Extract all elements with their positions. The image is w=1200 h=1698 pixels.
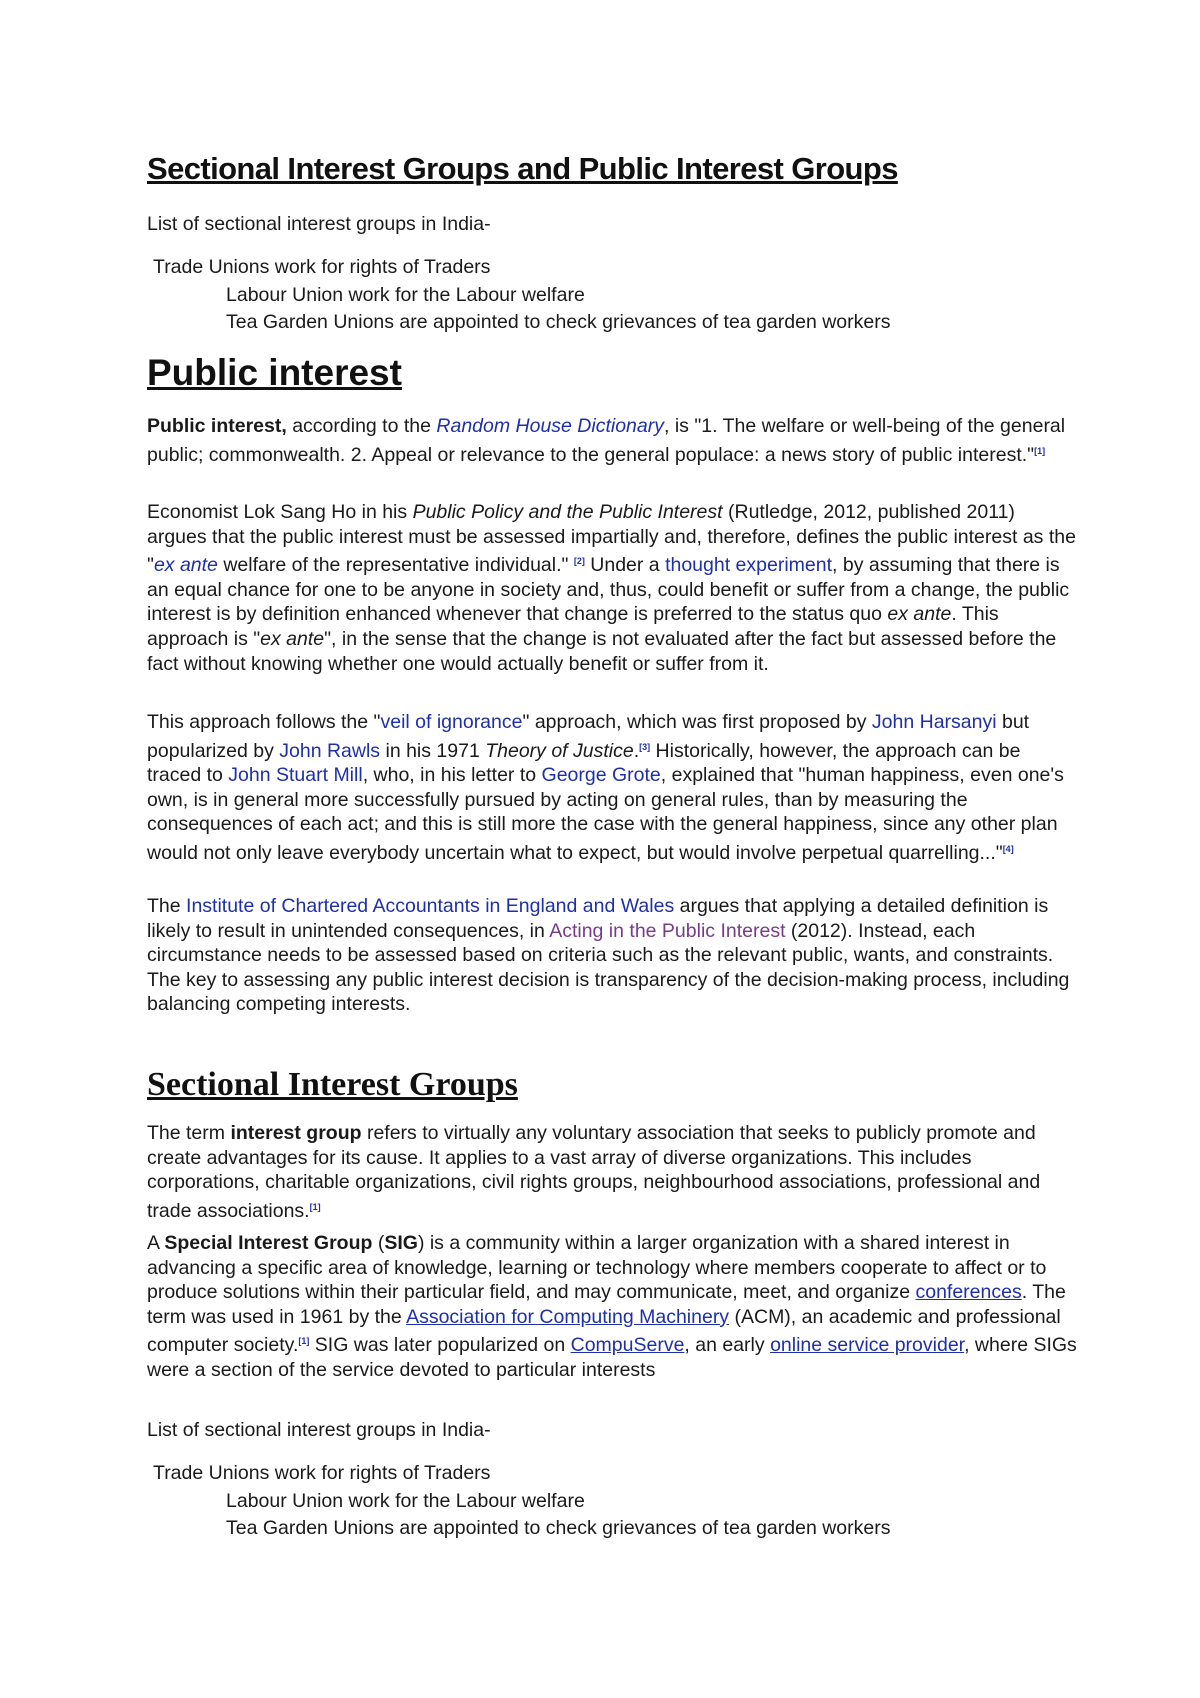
sig-paragraph: A Special Interest Group (SIG) is a community within a larger organization with a shared interest in advancing a specific area of knowledge, learning or technology where members cooperate to affect or to produce solutions within their particular field, and may communicate, meet, and organize conferences. The term was used in 1961 by the Association for Computing Machinery (ACM), an academic and professional computer society.[1] SIG was later popularized on CompuServe, an early online service provider, where SIGs were a section of the service devoted to particular interests: [147, 1232, 1077, 1381]
reference-4-link[interactable]: [4]: [1002, 843, 1014, 854]
acting-in-public-interest-link[interactable]: Acting in the Public Interest: [549, 919, 786, 942]
document-title: Sectional Interest Groups and Public Interest Groups: [147, 151, 898, 186]
ex-ante-link[interactable]: ex ante: [153, 554, 218, 577]
list-item: Trade Unions work for rights of Traders: [153, 1462, 491, 1484]
random-house-link[interactable]: Random House Dictionary: [436, 415, 664, 437]
list-intro: List of sectional interest groups in India-: [147, 213, 491, 235]
interest-group-paragraph: The term interest group refers to virtually any voluntary association that seeks to publicly promote and create advantages for its cause. It applies to a vast array of diverse organizations. This includes corporations, charitable organizations, civil rights groups, neighbourhood associations, professional and trade associations.[1]: [147, 1122, 1041, 1222]
public-interest-heading: Public interest: [147, 352, 402, 393]
list-item: Labour Union work for the Labour welfare: [226, 283, 585, 306]
list-item: Labour Union work for the Labour welfare: [226, 1489, 585, 1512]
list-item: Trade Unions work for rights of Traders: [153, 256, 491, 278]
book-title: Theory of Justice: [485, 739, 634, 762]
book-title: Public Policy and the Public Interest: [412, 501, 723, 523]
online-service-provider-link[interactable]: online service provider: [770, 1334, 965, 1357]
term-bold: Public interest,: [147, 415, 287, 437]
reference-1-link[interactable]: [1]: [309, 1201, 321, 1212]
sectional-groups-list: [147, 254, 1077, 337]
thought-experiment-link[interactable]: thought experiment: [665, 554, 833, 577]
list-item: Tea Garden Unions are appointed to check grievances of tea garden workers: [226, 311, 891, 334]
icaew-link[interactable]: Institute of Chartered Accountants in England and Wales: [186, 895, 675, 917]
acm-link[interactable]: Association for Computing Machinery: [406, 1305, 730, 1328]
list-intro: List of sectional interest groups in India-: [147, 1419, 491, 1441]
icaew-paragraph: The Institute of Chartered Accountants in England and Wales argues that applying a detailed definition is likely to result in unintended consequences, in Acting in the Public Interest (2012). Instead, each circumstance needs to be assessed based on criteria such as the relevant public, wants, and constraints. The key to assessing any public interest decision is transparency of the decision-making process, including balancing competing interests.: [147, 895, 1070, 1016]
sectional-groups-list: [147, 1460, 1077, 1543]
reference-1-link[interactable]: [1]: [298, 1336, 310, 1347]
reference-3-link[interactable]: [3]: [639, 741, 651, 752]
reference-1-link[interactable]: [1]: [1034, 445, 1046, 456]
compuserve-link[interactable]: CompuServe: [570, 1334, 685, 1357]
reference-2-link[interactable]: [2]: [573, 556, 585, 567]
list-item: Tea Garden Unions are appointed to check grievances of tea garden workers: [226, 1517, 891, 1540]
public-interest-definition: Public interest, according to the Random House Dictionary, is "1. The welfare or well-being of the general public; commonwealth. 2. Appeal or relevance to the general populace: a news story of public interest."[1]: [147, 415, 1066, 466]
veil-of-ignorance-paragraph: This approach follows the "veil of ignorance" approach, which was first proposed by John Harsanyi but popularized by John Rawls in his 1971 Theory of Justice.[3] Historically, however, the approach can be traced to John Stuart Mill, who, in his letter to George Grote, explained that "human happiness, even one's own, is in general more successfully pursued by acting on general rules, than by measuring the consequences of each act; and this is still more the case with the general happiness, since any other plan would not only leave everybody uncertain what to expect, but would involve perpetual quarrelling..."[4]: [147, 711, 1064, 864]
george-grote-link[interactable]: George Grote: [541, 764, 661, 787]
john-stuart-mill-link[interactable]: John Stuart Mill: [228, 764, 363, 787]
veil-of-ignorance-link[interactable]: veil of ignorance: [380, 711, 523, 733]
conferences-link[interactable]: conferences: [915, 1281, 1022, 1304]
sectional-interest-heading: Sectional Interest Groups: [147, 1066, 518, 1103]
term-bold: interest group: [230, 1122, 362, 1144]
john-harsanyi-link[interactable]: John Harsanyi: [871, 711, 997, 733]
john-rawls-link[interactable]: John Rawls: [279, 739, 381, 762]
lok-sang-ho-paragraph: Economist Lok Sang Ho in his Public Policy and the Public Interest (Rutledge, 2012, published 2011) argues that the public interest must be assessed impartially and, therefore, defines the public interest as the "ex ante welfare of the representative individual." [2] Under a thought experiment, by assuming that there is an equal chance for one to be anyone in society and, thus, could benefit or suffer from a change, the public interest is by definition enhanced whenever that change is preferred to the status quo ex ante. This approach is "ex ante", in the sense that the change is not evaluated after the fact but assessed before the fact without knowing whether one would actually benefit or suffer from it.: [147, 501, 1076, 675]
